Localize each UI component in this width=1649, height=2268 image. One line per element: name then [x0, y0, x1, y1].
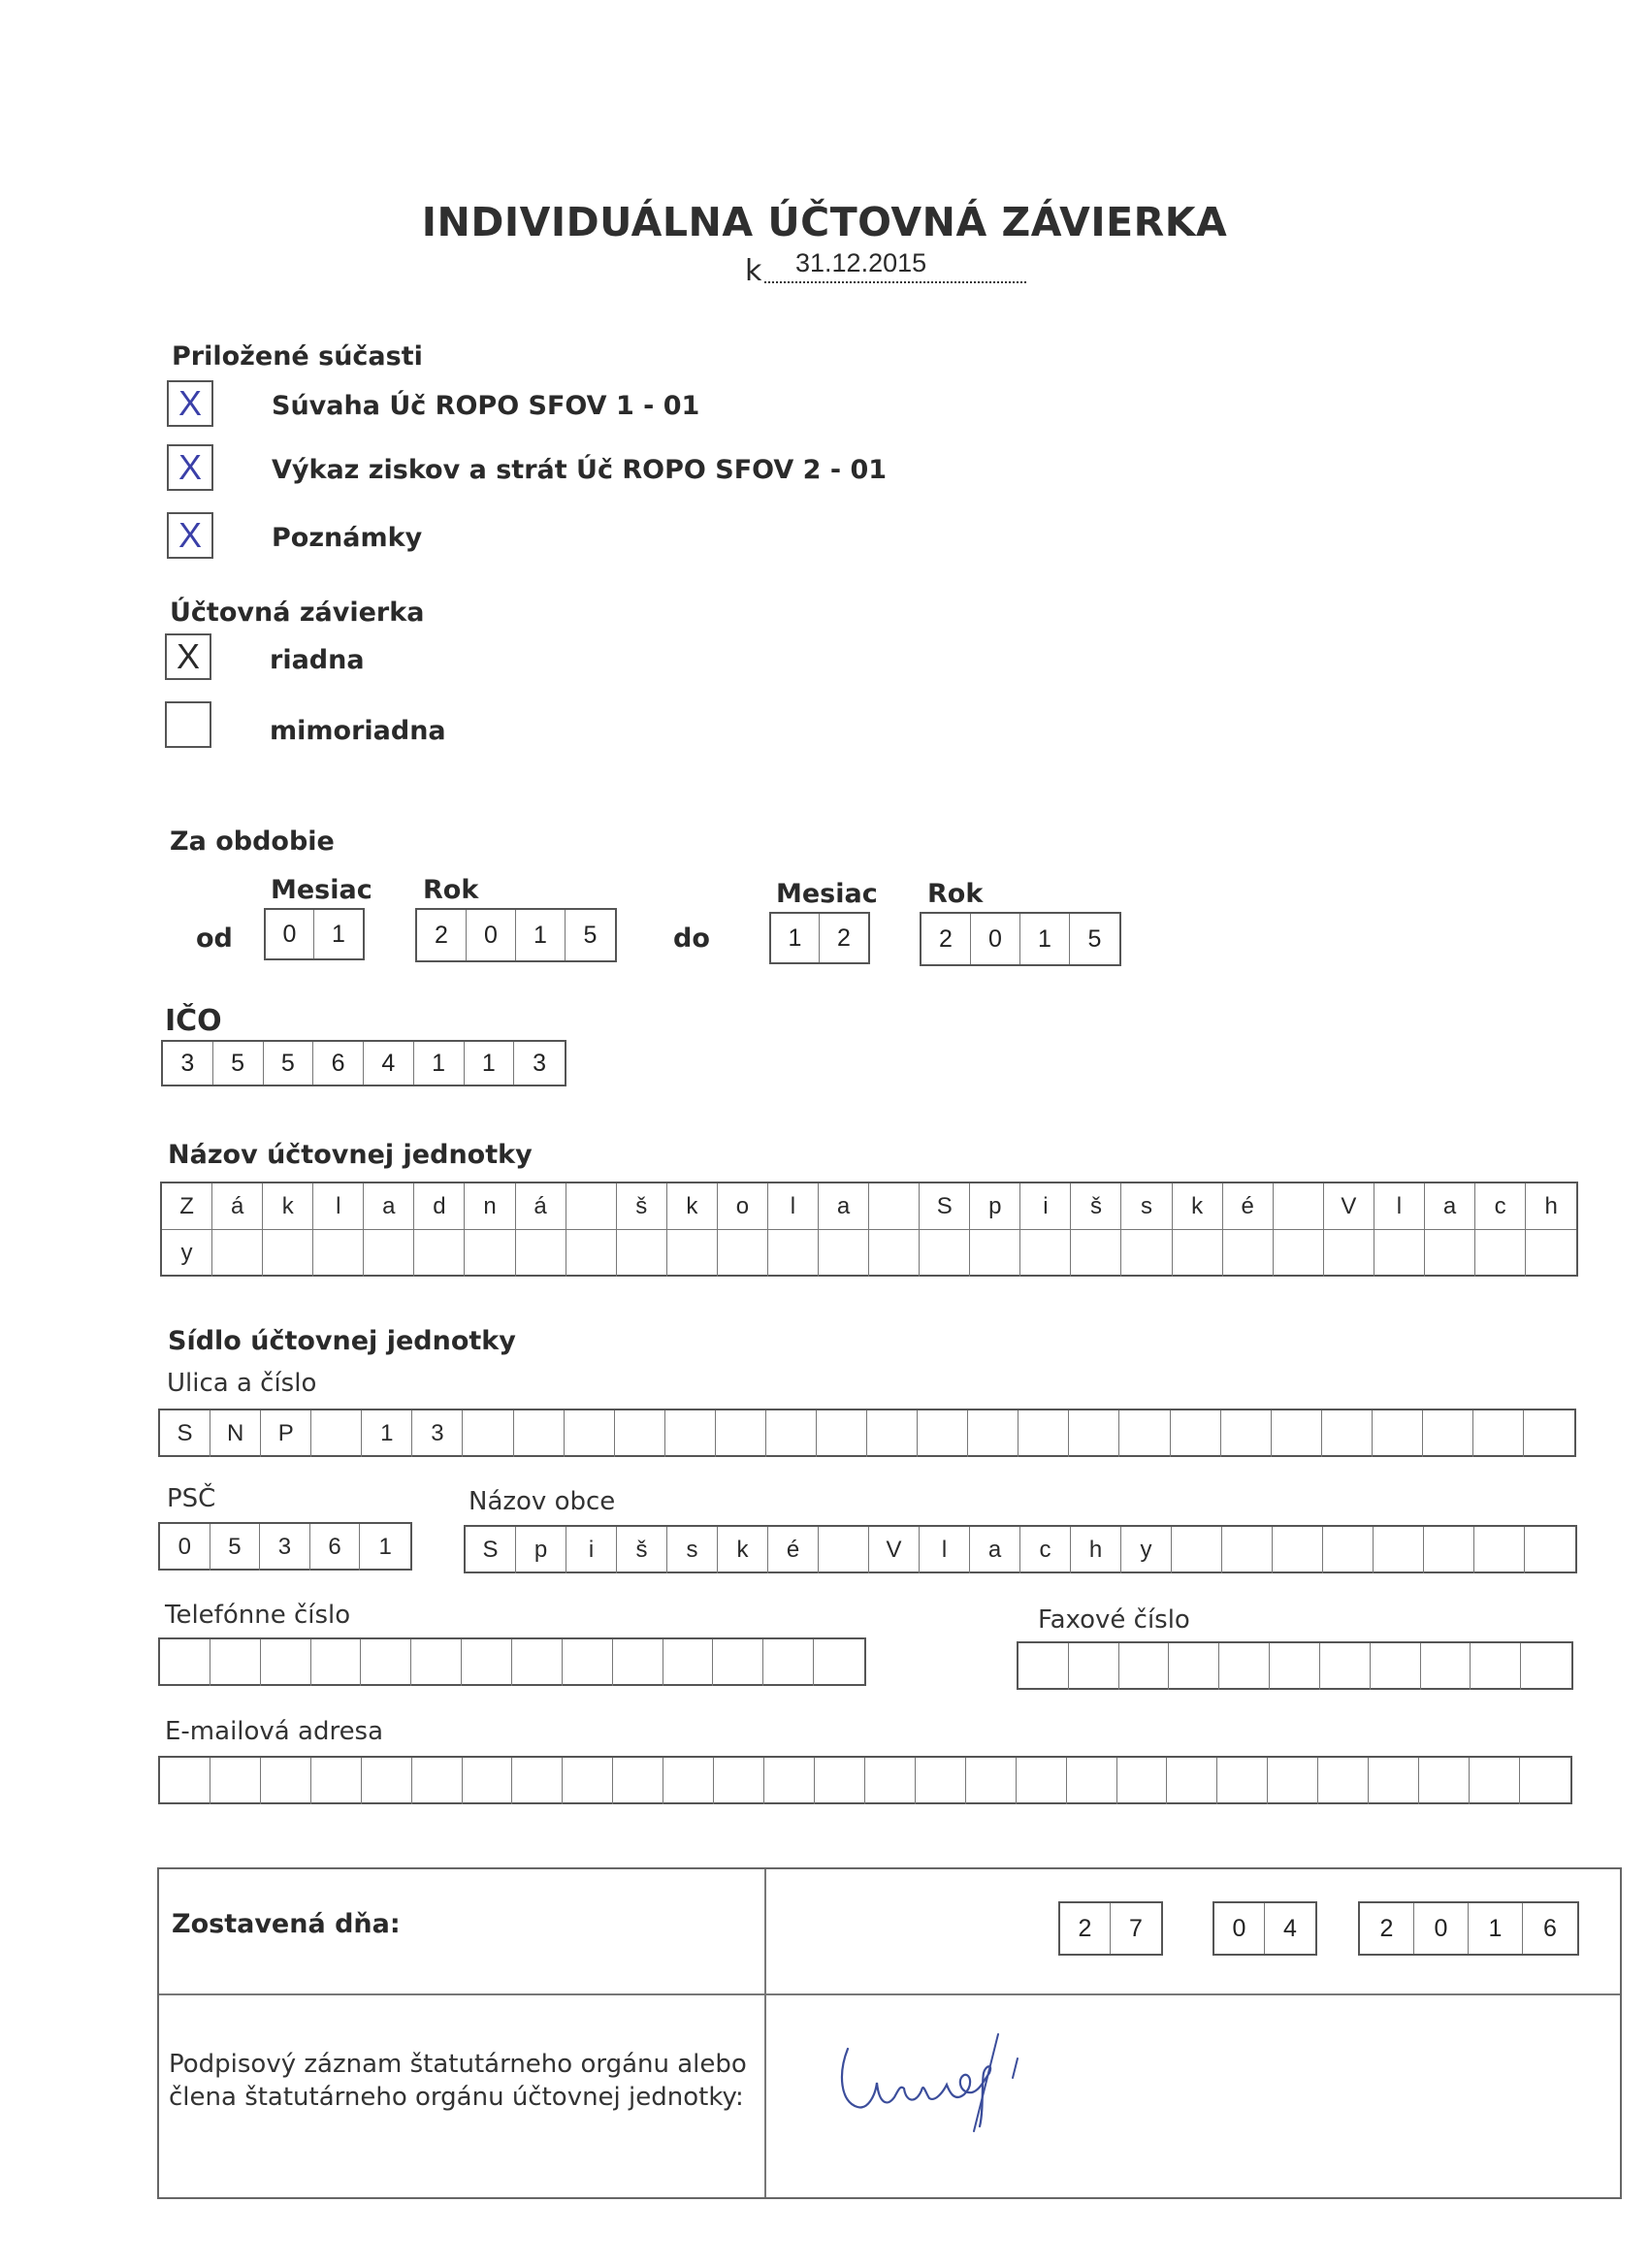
char-cell: S	[466, 1527, 516, 1573]
char-cell	[615, 1410, 665, 1457]
char-cell: š	[617, 1183, 667, 1229]
char-cell	[210, 1639, 261, 1686]
label-notes: Poznámky	[272, 523, 423, 553]
digit-cell: 0	[971, 914, 1020, 964]
page-title: INDIVIDUÁLNA ÚČTOVNÁ ZÁVIERKA	[421, 199, 1228, 245]
digit-cell: 1	[465, 1042, 515, 1085]
char-cell	[1373, 1410, 1423, 1457]
char-cell	[1071, 1230, 1121, 1277]
char-cell	[1525, 1527, 1575, 1573]
char-cell: i	[1020, 1183, 1071, 1229]
char-cell	[869, 1183, 920, 1229]
char-cell	[514, 1410, 565, 1457]
char-cell	[411, 1639, 462, 1686]
seat-heading: Sídlo účtovnej jednotky	[168, 1326, 516, 1356]
char-cell: á	[212, 1183, 263, 1229]
char-cell	[1018, 1410, 1069, 1457]
char-cell	[764, 1758, 815, 1804]
char-cell	[212, 1230, 263, 1277]
char-cell: o	[718, 1183, 768, 1229]
char-cell: a	[1425, 1183, 1475, 1229]
char-cell	[563, 1639, 613, 1686]
char-cell	[1425, 1230, 1475, 1277]
char-cell	[160, 1758, 210, 1804]
char-cell: š	[617, 1527, 667, 1573]
char-cell	[768, 1230, 819, 1277]
char-cell	[1473, 1410, 1524, 1457]
char-cell	[1470, 1758, 1520, 1804]
closing-heading: Účtovná závierka	[170, 598, 425, 628]
char-cell	[516, 1230, 566, 1277]
char-cell	[1474, 1527, 1525, 1573]
char-cell	[1475, 1230, 1526, 1277]
char-cell	[1524, 1410, 1574, 1457]
char-cell	[261, 1758, 311, 1804]
phone-row	[160, 1639, 864, 1686]
table-divider-horizontal	[159, 1993, 1620, 1995]
date-value: 31.12.2015	[795, 248, 927, 277]
char-cell	[1273, 1527, 1323, 1573]
char-cell: é	[768, 1527, 819, 1573]
email-field[interactable]	[158, 1756, 1572, 1804]
char-cell	[512, 1639, 563, 1686]
char-cell	[766, 1410, 817, 1457]
city-label: Názov obce	[469, 1487, 616, 1516]
to-month-field[interactable]	[769, 912, 870, 964]
char-cell	[1217, 1758, 1268, 1804]
to-month-label: Mesiac	[776, 879, 878, 909]
char-cell	[814, 1639, 864, 1686]
char-cell	[714, 1758, 764, 1804]
char-cell	[920, 1230, 970, 1277]
char-cell	[1067, 1758, 1117, 1804]
char-cell	[718, 1230, 768, 1277]
phone-label: Telefónne číslo	[165, 1601, 351, 1630]
char-cell: 3	[412, 1410, 463, 1457]
char-cell	[1069, 1643, 1119, 1690]
char-cell	[160, 1639, 210, 1686]
digit-cell: 0	[1414, 1903, 1469, 1954]
char-cell	[968, 1410, 1018, 1457]
digit-cell: 6	[313, 1042, 364, 1085]
from-month-label: Mesiac	[271, 875, 372, 905]
char-cell	[1371, 1643, 1421, 1690]
city-row	[466, 1527, 1575, 1573]
char-cell	[1526, 1230, 1576, 1277]
compiled-day-field[interactable]	[1058, 1901, 1163, 1956]
char-cell	[763, 1639, 814, 1686]
from-label: od	[196, 923, 233, 954]
compiled-signature-table	[157, 1867, 1622, 2199]
char-cell: a	[819, 1183, 869, 1229]
char-cell: s	[667, 1527, 718, 1573]
char-cell: l	[768, 1183, 819, 1229]
char-cell	[1324, 1230, 1374, 1277]
checkbox-extraordinary[interactable]	[165, 701, 211, 748]
char-cell: l	[313, 1183, 364, 1229]
char-cell	[1119, 1643, 1170, 1690]
digit-cell: 2	[922, 914, 971, 964]
char-cell: V	[869, 1527, 920, 1573]
char-cell: 1	[378, 1534, 392, 1560]
char-cell	[966, 1758, 1017, 1804]
phone-field[interactable]	[158, 1637, 866, 1686]
char-cell: d	[414, 1183, 465, 1229]
digit-cell: 3	[533, 1049, 547, 1077]
char-cell	[463, 1410, 513, 1457]
char-cell: V	[1324, 1183, 1374, 1229]
period-heading: Za obdobie	[170, 826, 335, 857]
char-cell	[865, 1758, 916, 1804]
label-extraordinary: mimoriadna	[270, 716, 446, 746]
char-cell	[362, 1758, 412, 1804]
attachments-heading: Priložené súčasti	[172, 341, 423, 372]
checkbox-income-statement[interactable]: X	[167, 444, 213, 491]
digit-cell: 5	[264, 1042, 314, 1085]
digit-cell: 1	[771, 914, 820, 962]
char-cell: 3	[260, 1524, 310, 1571]
char-cell: k	[667, 1183, 718, 1229]
digit-cell: 0	[467, 910, 516, 960]
compiled-label: Zostavená dňa:	[172, 1909, 401, 1939]
char-cell: s	[1121, 1183, 1172, 1229]
digit-cell: 1	[414, 1042, 465, 1085]
char-cell: š	[1071, 1183, 1121, 1229]
char-cell	[1268, 1758, 1318, 1804]
char-cell	[313, 1230, 364, 1277]
char-cell: p	[970, 1183, 1020, 1229]
char-cell: é	[1223, 1183, 1274, 1229]
char-cell	[1374, 1527, 1424, 1573]
name-row-2	[162, 1230, 1576, 1277]
char-cell	[1272, 1410, 1322, 1457]
email-row	[160, 1758, 1570, 1804]
char-cell	[667, 1230, 718, 1277]
char-cell	[1222, 1527, 1273, 1573]
fax-row	[1018, 1643, 1571, 1690]
char-cell: 1	[362, 1410, 412, 1457]
char-cell: 5	[210, 1524, 261, 1571]
char-cell: h	[1544, 1192, 1558, 1219]
char-cell: 0	[160, 1524, 210, 1571]
char-cell	[613, 1639, 663, 1686]
char-cell	[1274, 1183, 1324, 1229]
psc-row	[160, 1524, 410, 1571]
char-cell	[716, 1410, 766, 1457]
char-cell	[1219, 1643, 1270, 1690]
char-cell	[1171, 1410, 1221, 1457]
name-label: Názov účtovnej jednotky	[168, 1140, 533, 1170]
ico-field[interactable]	[161, 1040, 566, 1086]
digit-cell: 1	[332, 920, 345, 948]
char-cell	[918, 1410, 968, 1457]
checkbox-regular[interactable]: X	[165, 633, 211, 680]
from-year-label: Rok	[423, 875, 479, 905]
char-cell: p	[516, 1527, 566, 1573]
email-label: E-mailová adresa	[165, 1717, 384, 1746]
digit-cell: 5	[1087, 924, 1102, 953]
char-cell	[1221, 1410, 1272, 1457]
char-cell	[867, 1410, 918, 1457]
char-cell	[1121, 1230, 1172, 1277]
name-field[interactable]	[160, 1182, 1578, 1277]
char-cell: 6	[310, 1524, 361, 1571]
char-cell	[261, 1639, 311, 1686]
char-cell: S	[160, 1410, 210, 1457]
label-income-statement: Výkaz ziskov a strát Úč ROPO SFOV 2 - 01	[272, 455, 888, 485]
to-year-label: Rok	[927, 879, 984, 909]
char-cell: c	[1020, 1527, 1071, 1573]
street-label: Ulica a číslo	[167, 1369, 317, 1398]
char-cell: n	[465, 1183, 515, 1229]
from-year-field[interactable]	[415, 908, 617, 962]
digit-cell: 2	[1060, 1903, 1111, 1954]
compiled-year-field[interactable]	[1358, 1901, 1579, 1956]
char-cell	[566, 1183, 617, 1229]
psc-field[interactable]	[158, 1522, 412, 1571]
handwritten-signature	[828, 2005, 1042, 2141]
char-cell	[613, 1758, 663, 1804]
char-cell	[1423, 1410, 1473, 1457]
char-cell: á	[516, 1183, 566, 1229]
char-cell	[1421, 1643, 1471, 1690]
digit-cell: 1	[516, 910, 566, 960]
char-cell	[1471, 1643, 1521, 1690]
char-cell	[1520, 1758, 1570, 1804]
to-label: do	[673, 923, 710, 954]
digit-cell: 3	[163, 1042, 213, 1085]
char-cell	[565, 1410, 615, 1457]
signature-label-line2: člena štatutárneho orgánu účtovnej jednotky:	[169, 2083, 744, 2112]
date-prefix: k	[745, 254, 762, 288]
char-cell	[1172, 1527, 1222, 1573]
fax-field[interactable]	[1017, 1641, 1573, 1690]
char-cell: l	[920, 1527, 970, 1573]
char-cell	[1424, 1527, 1474, 1573]
char-cell	[1017, 1758, 1067, 1804]
char-cell	[311, 1639, 362, 1686]
table-divider-vertical	[764, 1869, 766, 2197]
char-cell	[1374, 1230, 1425, 1277]
label-regular: riadna	[270, 645, 365, 675]
char-cell	[1322, 1410, 1373, 1457]
char-cell	[1117, 1758, 1168, 1804]
digit-cell: 6	[1543, 1914, 1557, 1942]
char-cell	[819, 1230, 869, 1277]
char-cell	[1320, 1643, 1371, 1690]
char-cell	[815, 1758, 865, 1804]
street-field[interactable]	[158, 1409, 1576, 1457]
char-cell	[1020, 1230, 1071, 1277]
digit-cell: 7	[1129, 1914, 1143, 1942]
psc-label: PSČ	[167, 1484, 216, 1513]
compiled-month-field[interactable]	[1212, 1901, 1317, 1956]
digit-cell: 0	[266, 910, 314, 958]
char-cell	[263, 1230, 313, 1277]
char-cell	[916, 1758, 966, 1804]
char-cell	[1169, 1643, 1219, 1690]
digit-cell: 1	[1469, 1903, 1523, 1954]
char-cell	[1167, 1758, 1217, 1804]
char-cell	[361, 1639, 411, 1686]
char-cell: h	[1071, 1527, 1121, 1573]
char-cell	[665, 1410, 716, 1457]
digit-cell: 0	[1214, 1903, 1265, 1954]
char-cell	[1323, 1527, 1374, 1573]
char-cell	[414, 1230, 465, 1277]
char-cell: N	[210, 1410, 261, 1457]
signature-label-line1: Podpisový záznam štatutárneho orgánu alebo	[169, 2050, 747, 2079]
from-month-field[interactable]	[264, 908, 365, 960]
checkbox-balance-sheet[interactable]: X	[167, 380, 213, 427]
char-cell	[1018, 1643, 1069, 1690]
char-cell	[1369, 1758, 1419, 1804]
char-cell	[663, 1758, 714, 1804]
digit-cell: 2	[417, 910, 467, 960]
digit-cell: 5	[583, 921, 598, 949]
char-cell	[1119, 1410, 1170, 1457]
char-cell: a	[970, 1527, 1020, 1573]
char-cell: Z	[162, 1183, 212, 1229]
digit-cell: 4	[1283, 1914, 1297, 1942]
char-cell	[465, 1230, 515, 1277]
char-cell: l	[1374, 1183, 1425, 1229]
street-row	[160, 1410, 1574, 1457]
char-cell	[1173, 1230, 1223, 1277]
char-cell	[311, 1410, 362, 1457]
char-cell	[1270, 1643, 1320, 1690]
char-cell: a	[364, 1183, 414, 1229]
digit-cell: 4	[364, 1042, 414, 1085]
digit-cell: 2	[1360, 1903, 1414, 1954]
char-cell: S	[920, 1183, 970, 1229]
city-field[interactable]	[464, 1525, 1577, 1573]
char-cell	[563, 1758, 613, 1804]
digit-cell: 1	[1020, 914, 1070, 964]
char-cell	[412, 1758, 463, 1804]
char-cell	[462, 1639, 512, 1686]
char-cell	[617, 1230, 667, 1277]
char-cell: P	[261, 1410, 311, 1457]
digit-cell: 5	[213, 1042, 264, 1085]
char-cell	[663, 1639, 714, 1686]
char-cell	[1223, 1230, 1274, 1277]
to-year-field[interactable]	[920, 912, 1121, 966]
char-cell: y	[1121, 1527, 1172, 1573]
char-cell: y	[162, 1230, 212, 1277]
char-cell	[713, 1639, 763, 1686]
char-cell	[210, 1758, 261, 1804]
ico-label: IČO	[165, 1004, 222, 1038]
char-cell	[817, 1410, 867, 1457]
char-cell	[1069, 1410, 1119, 1457]
char-cell: k	[1173, 1183, 1223, 1229]
char-cell: k	[718, 1527, 768, 1573]
char-cell	[463, 1758, 513, 1804]
char-cell	[819, 1527, 869, 1573]
char-cell	[970, 1230, 1020, 1277]
digit-cell: 2	[837, 923, 851, 952]
char-cell: k	[263, 1183, 313, 1229]
char-cell	[364, 1230, 414, 1277]
name-row-1	[162, 1183, 1576, 1230]
char-cell	[1419, 1758, 1470, 1804]
label-balance-sheet: Súvaha Úč ROPO SFOV 1 - 01	[272, 391, 700, 421]
char-cell	[512, 1758, 563, 1804]
char-cell	[1318, 1758, 1369, 1804]
char-cell	[1521, 1643, 1571, 1690]
char-cell: i	[566, 1527, 617, 1573]
char-cell	[1274, 1230, 1324, 1277]
checkbox-notes[interactable]: X	[167, 512, 213, 559]
char-cell	[311, 1758, 362, 1804]
fax-label: Faxové číslo	[1038, 1605, 1190, 1635]
char-cell	[566, 1230, 617, 1277]
char-cell: c	[1475, 1183, 1526, 1229]
char-cell	[869, 1230, 920, 1277]
